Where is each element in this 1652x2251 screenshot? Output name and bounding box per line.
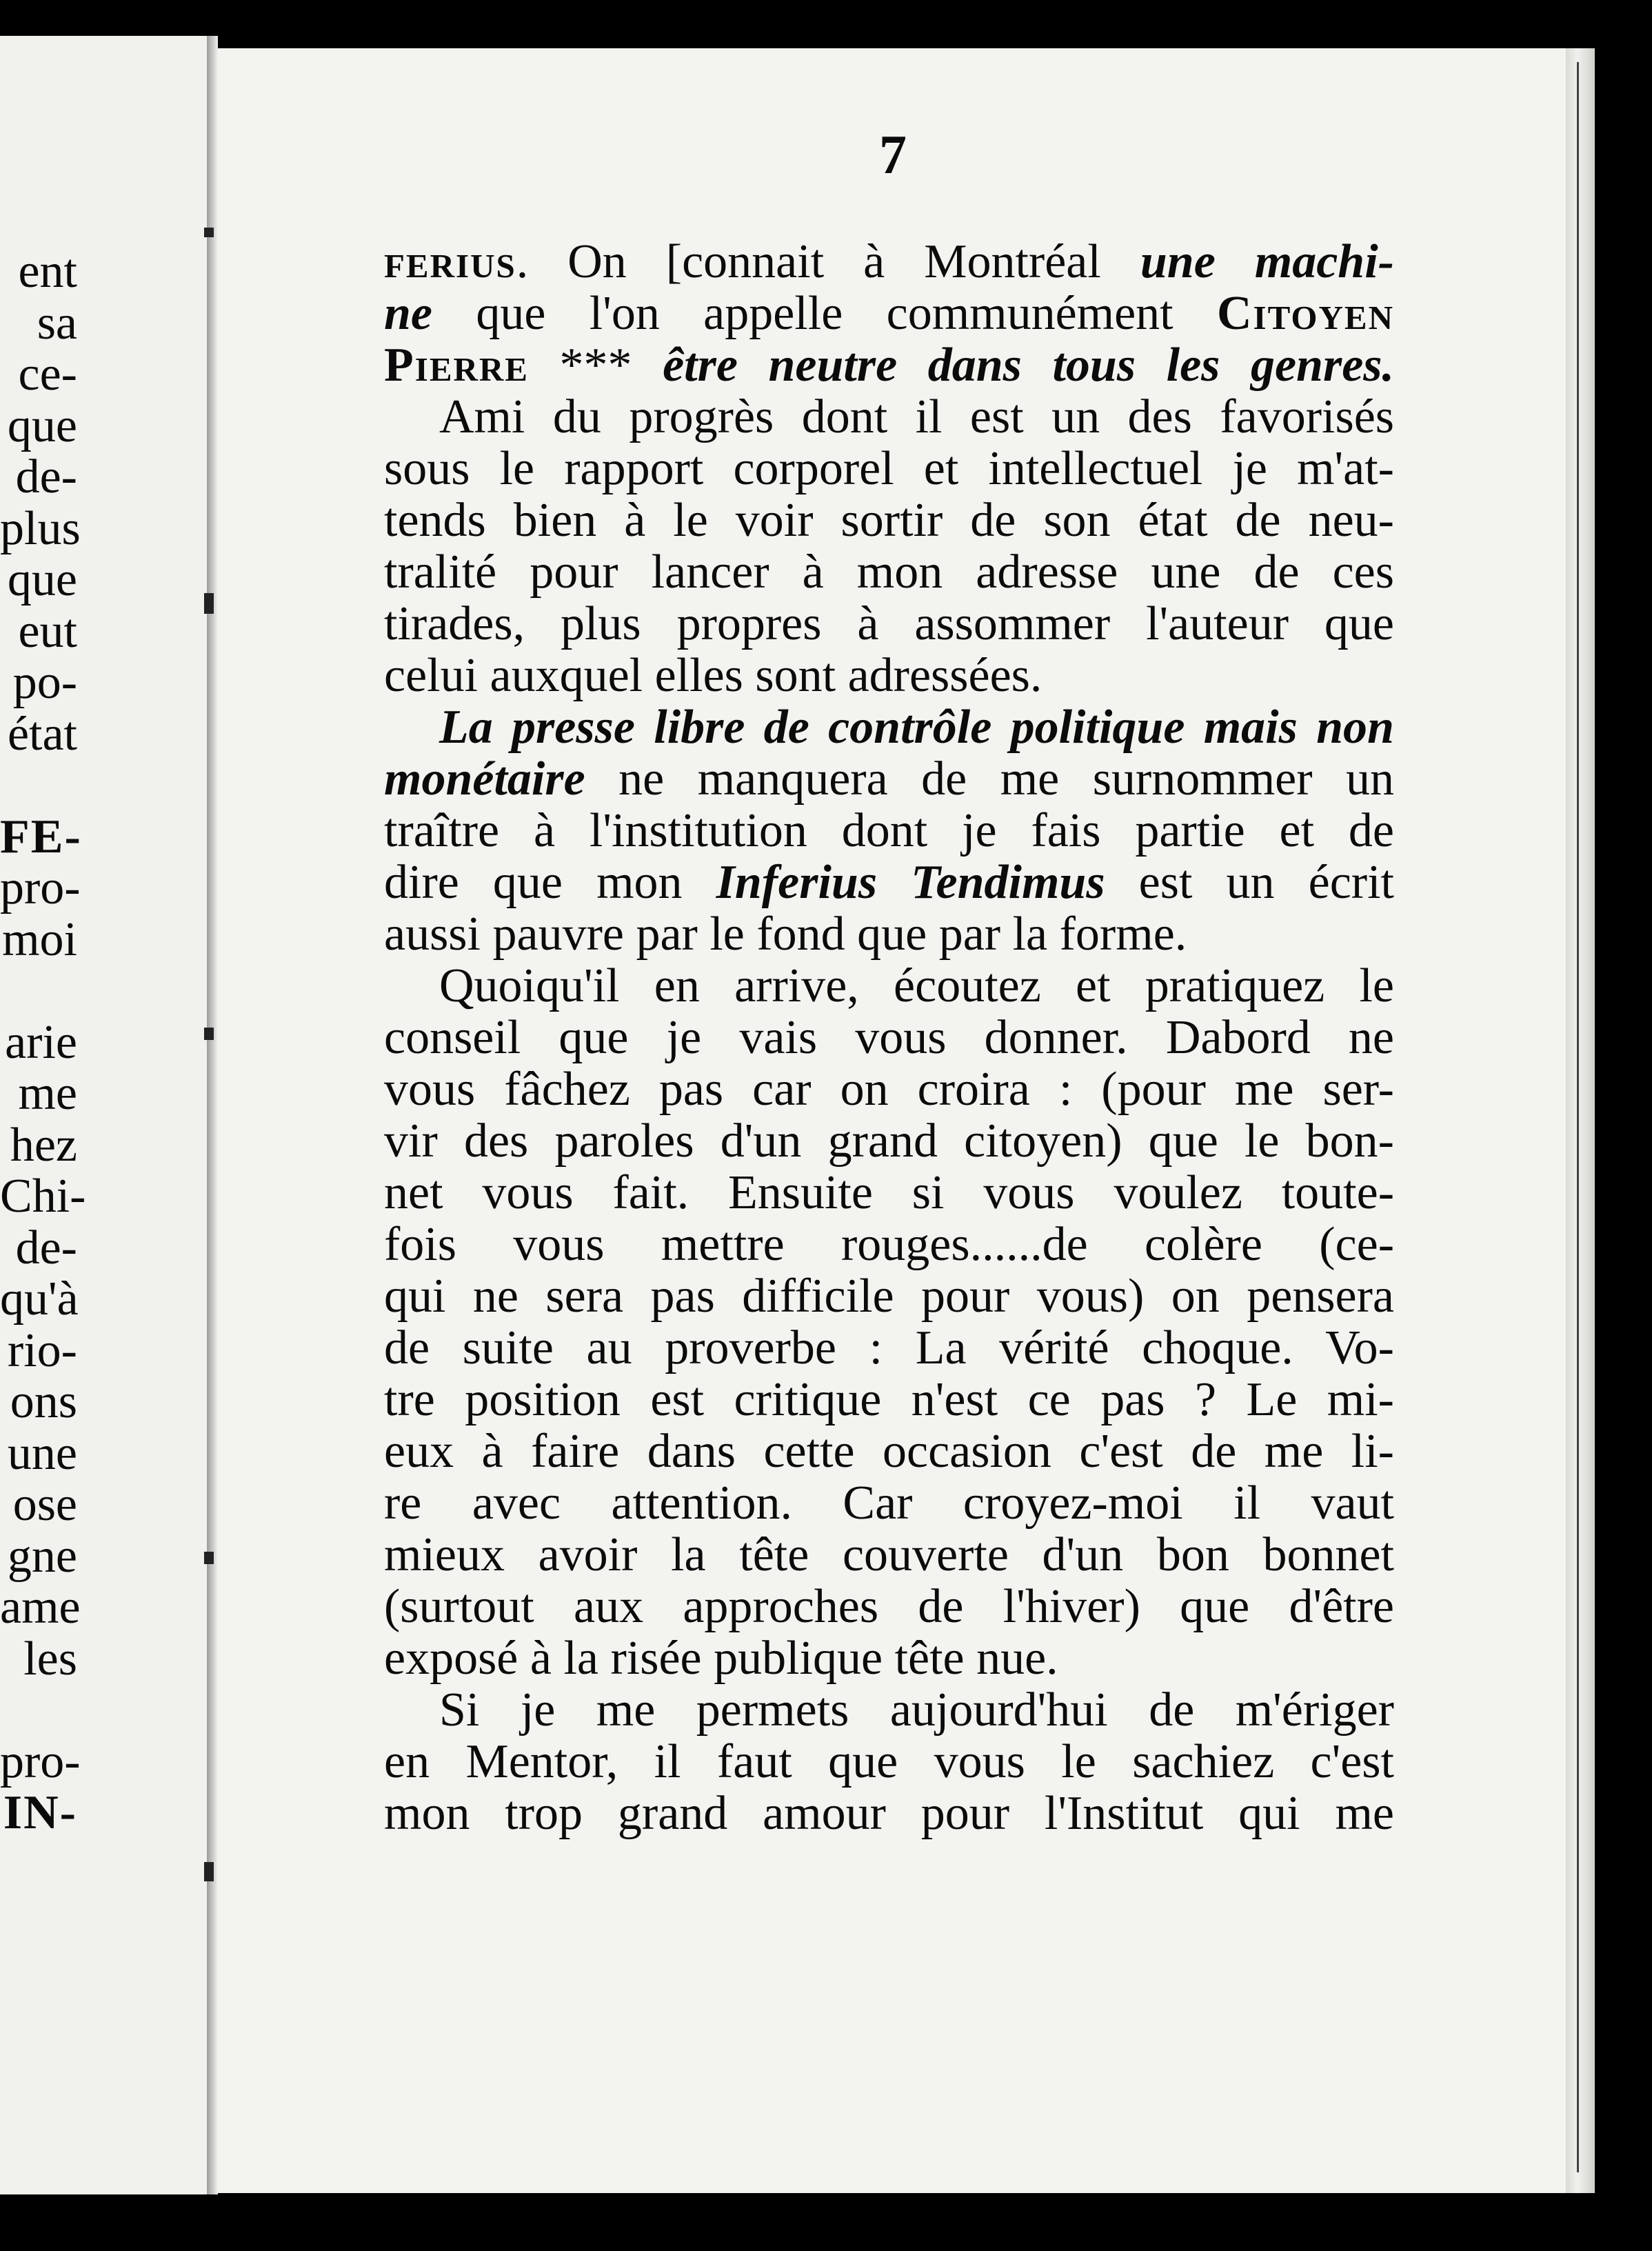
- text-line: [384, 339, 1394, 391]
- text-line: [384, 908, 1394, 960]
- text-line: [384, 1270, 1394, 1322]
- text-segment: en Mentor, il faut que vous le sachiez c'est: [384, 1736, 1394, 1788]
- left-page-fragment: ons: [10, 1375, 77, 1428]
- text-segment: conseil que je vais vous donner. Dabord ne: [384, 1012, 1394, 1063]
- text-segment: exposé à la risée publique tête nue.: [384, 1632, 1058, 1684]
- text-line: [384, 598, 1394, 650]
- left-page-fragment: sa: [37, 296, 77, 350]
- text-segment: traître à l'institution dont je fais partie et de: [384, 805, 1394, 857]
- text-line: [384, 1425, 1394, 1477]
- text-segment: Quoiqu'il en arrive, écoutez et pratiquez le: [439, 960, 1394, 1012]
- text-segment: mon trop grand amour pour l'Institut qui me: [384, 1788, 1394, 1839]
- text-line: [384, 443, 1394, 494]
- left-page-fragment: po-: [12, 656, 77, 709]
- text-segment: dire que mon: [384, 857, 716, 908]
- text-segment: vous fâchez pas car on croira : (pour me ser-: [384, 1063, 1394, 1115]
- left-page-fragment: une: [7, 1426, 77, 1480]
- text-line: [384, 1581, 1394, 1632]
- left-page-fragment: hez: [10, 1118, 77, 1172]
- text-line: [384, 960, 1394, 1012]
- text-line: [384, 1736, 1394, 1788]
- binding-mark: [204, 593, 214, 614]
- text-segment: vir des paroles d'un grand citoyen) que le bon-: [384, 1115, 1394, 1167]
- italic-text: une machi-: [1140, 236, 1394, 288]
- text-segment: celui auxquel elles sont adressées.: [384, 650, 1042, 701]
- left-page-fragment: ose: [12, 1478, 77, 1531]
- binding-mark: [204, 1862, 214, 1881]
- text-segment: fois vous mettre rouges......de colère (ce-: [384, 1219, 1394, 1270]
- text-line: [384, 701, 1394, 753]
- text-segment: est un écrit: [1105, 857, 1394, 908]
- text-line: [384, 753, 1394, 805]
- text-line: [384, 494, 1394, 546]
- text-line: [384, 1477, 1394, 1529]
- text-line: [384, 1063, 1394, 1115]
- text-segment: sous le rapport corporel et intellectuel je m'at-: [384, 443, 1394, 494]
- previous-page-edge: [0, 36, 207, 2194]
- left-page-fragment: eut: [18, 604, 77, 658]
- italic-text: monétaire: [384, 753, 585, 805]
- italic-text: être neutre dans tous les genres.: [663, 339, 1394, 391]
- text-segment: tralité pour lancer à mon adresse une de ces: [384, 546, 1394, 598]
- left-page-fragment: état: [7, 707, 77, 761]
- left-page-fragment: qu'à: [0, 1272, 79, 1325]
- page-stack-edge: [1566, 48, 1595, 2193]
- text-segment: ne manquera de me surnommer un: [585, 753, 1394, 805]
- left-page-fragment: que: [7, 553, 77, 606]
- left-page-fragment: que: [7, 399, 77, 452]
- text-line: [384, 1167, 1394, 1219]
- italic-text: Inferius Tendimus: [716, 857, 1105, 908]
- text-segment: aussi pauvre par le fond que par la forme.: [384, 908, 1187, 960]
- text-line: [384, 1012, 1394, 1063]
- text-segment: de suite au proverbe : La vérité choque. Vo-: [384, 1322, 1394, 1374]
- binding-mark: [204, 228, 214, 237]
- italic-text: ne: [384, 288, 432, 339]
- text-line: [384, 391, 1394, 443]
- text-line: [384, 650, 1394, 701]
- text-segment: mieux avoir la tête couverte d'un bon bonnet: [384, 1529, 1394, 1581]
- small-caps-text: ferius: [384, 236, 516, 288]
- text-segment: tends bien à le voir sortir de son état de neu-: [384, 494, 1394, 546]
- text-segment: tirades, plus propres à assommer l'auteur que: [384, 598, 1394, 650]
- left-page-fragment: ame: [0, 1581, 81, 1634]
- text-line: [384, 1219, 1394, 1270]
- text-line: [384, 1322, 1394, 1374]
- body-text: [384, 236, 1394, 1839]
- text-line: [384, 1684, 1394, 1736]
- left-page-fragment: moi: [2, 912, 77, 966]
- text-line: [384, 1115, 1394, 1167]
- italic-text: La presse libre de contrôle politique mais non: [439, 701, 1394, 753]
- text-segment: tre position est critique n'est ce pas ? Le mi-: [384, 1374, 1394, 1425]
- text-line: [384, 1788, 1394, 1839]
- text-line: [384, 1632, 1394, 1684]
- left-page-fragment: arie: [5, 1015, 77, 1069]
- left-page-fragment: IN-: [3, 1786, 77, 1839]
- text-line: [384, 1374, 1394, 1425]
- text-line: [384, 546, 1394, 598]
- left-page-fragment: ce-: [18, 348, 77, 401]
- binding-mark: [204, 1028, 214, 1040]
- left-page-fragment: plus: [0, 501, 81, 555]
- left-page-fragment: pro-: [0, 1734, 81, 1788]
- text-line: [384, 805, 1394, 857]
- text-line: [384, 857, 1394, 908]
- binding-mark: [204, 1552, 214, 1564]
- left-page-fragment: me: [18, 1067, 77, 1120]
- text-segment: ***: [528, 339, 663, 391]
- text-segment: Ami du progrès dont il est un des favorisés: [439, 391, 1394, 443]
- text-line: [384, 236, 1394, 288]
- left-page-fragment: de-: [15, 450, 77, 503]
- text-segment: qui ne sera pas difficile pour vous) on pensera: [384, 1270, 1394, 1322]
- text-segment: eux à faire dans cette occasion c'est de me li-: [384, 1425, 1394, 1477]
- left-page-fragment: pro-: [0, 861, 81, 914]
- text-segment: que l'on appelle communément: [432, 288, 1217, 339]
- left-page-fragment: gne: [7, 1529, 77, 1583]
- left-page-fragment: Chi-: [0, 1170, 86, 1223]
- text-segment: re avec attention. Car croyez-moi il vaut: [384, 1477, 1394, 1529]
- text-line: [384, 288, 1394, 339]
- text-segment: . On [connait à Montréal: [516, 236, 1140, 288]
- small-caps-text: Pierre: [384, 339, 529, 391]
- left-page-fragment: rio-: [7, 1323, 77, 1377]
- left-page-fragment: les: [23, 1632, 77, 1685]
- text-segment: net vous fait. Ensuite si vous voulez toute-: [384, 1167, 1394, 1219]
- left-page-fragment: FE-: [0, 810, 82, 863]
- left-page-fragment: ent: [18, 245, 77, 298]
- small-caps-text: Citoyen: [1217, 288, 1394, 339]
- text-segment: (surtout aux approches de l'hiver) que d'être: [384, 1581, 1394, 1632]
- text-line: [384, 1529, 1394, 1581]
- left-page-fragment: de-: [15, 1221, 77, 1274]
- page-number: 7: [879, 125, 907, 186]
- text-segment: Si je me permets aujourd'hui de m'ériger: [439, 1684, 1394, 1736]
